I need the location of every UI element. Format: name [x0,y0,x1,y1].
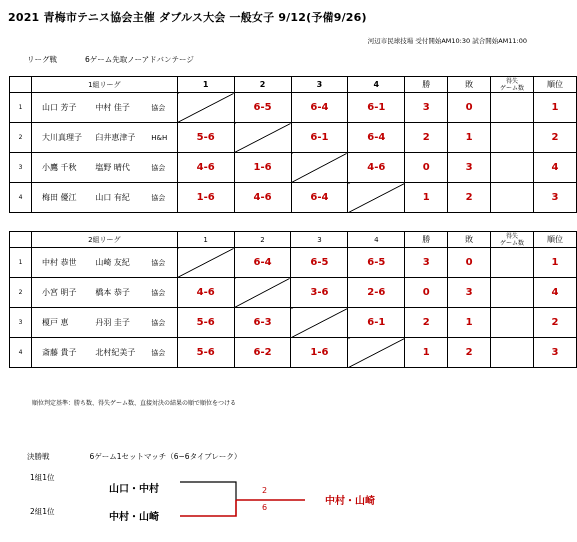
match-score: 6-4 [291,93,348,123]
row-number: 3 [10,153,32,183]
match-score: 6-1 [348,93,405,123]
player-1-name: 斎藤 貴子 [31,338,89,368]
bracket-line-1 [180,482,236,500]
final-score-2: 6 [262,503,268,512]
venue-info: 河辺市民球技場 受付開始AM10:30 試合開始AM11:00 [367,37,527,45]
club-name: 協会 [147,278,177,308]
opponent-column-header: 4 [348,232,405,248]
wins-count: 2 [405,123,448,153]
game-diff-header-line1: 得失 [506,232,519,240]
match-score: 6-4 [234,248,291,278]
bracket-line-2 [180,500,236,516]
loss-header: 敗 [448,232,491,248]
wins-count: 1 [405,338,448,368]
player-2-name: 橋本 恭子 [89,278,147,308]
match-score: 4-6 [177,278,234,308]
opponent-column-header: 2 [234,77,291,93]
match-score: 1-6 [291,338,348,368]
row-number: 4 [10,338,32,368]
match-score: 6-1 [291,123,348,153]
match-score: 3-6 [291,278,348,308]
player-2-name: 山口 有紀 [89,183,147,213]
opponent-column-header: 4 [348,77,405,93]
wins-count: 1 [405,183,448,213]
player-2-name: 臼井恵津子 [89,123,147,153]
format-label: リーグ戦 [27,55,57,64]
row-number: 2 [10,278,32,308]
game-diff-header-line2: ゲーム数 [500,239,525,247]
match-score: 5-6 [177,308,234,338]
seed-2-label: 2組1位 [30,507,55,516]
league-name: 1組リーグ [31,77,177,93]
format-text: 6ゲーム先取ノーアドバンテージ [85,55,194,64]
game-diff-header-line2: ゲーム数 [500,84,525,92]
page-title: 2021 青梅市テニス協会主催 ダブルス大会 一般女子 9/12(予備9/26) [8,11,367,24]
match-score: 4-6 [234,183,291,213]
player-1-name: 小鷹 千秋 [31,153,89,183]
player-1-name: 小宮 明子 [31,278,89,308]
league-name: 2組リーグ [31,232,177,248]
loss-header: 敗 [448,77,491,93]
match-score: 6-5 [348,248,405,278]
wins-count: 3 [405,93,448,123]
club-name: 協会 [147,248,177,278]
rank-value: 1 [534,248,577,278]
club-name: 協会 [147,308,177,338]
match-score: 6-3 [234,308,291,338]
match-score: 6-4 [348,123,405,153]
opponent-column-header: 2 [234,232,291,248]
match-score: 1-6 [177,183,234,213]
match-score: 5-6 [177,338,234,368]
club-name: 協会 [147,183,177,213]
rank-header: 順位 [534,232,577,248]
final-score-1: 2 [262,486,268,495]
match-score: 6-4 [291,183,348,213]
losses-count: 1 [448,123,491,153]
rank-value: 3 [534,338,577,368]
row-number: 2 [10,123,32,153]
ranking-rule: 順位判定基準：勝ち数、得失ゲーム数、直接対決の結果の順で順位をつける [32,400,237,407]
player-1-name: 梅田 優江 [31,183,89,213]
row-number: 1 [10,93,32,123]
player-2-name: 丹羽 圭子 [89,308,147,338]
row-number: 3 [10,308,32,338]
losses-count: 3 [448,153,491,183]
player-2-name: 中村 佳子 [89,93,147,123]
seed-1-label: 1組1位 [30,473,55,482]
match-score: 6-2 [234,338,291,368]
rank-value: 1 [534,93,577,123]
match-score: 6-5 [291,248,348,278]
win-header: 勝 [405,232,448,248]
final-team-2: 中村・山崎 [109,512,159,523]
player-1-name: 榎戸 恵 [31,308,89,338]
opponent-column-header: 3 [291,77,348,93]
player-1-name: 大川真理子 [31,123,89,153]
losses-count: 1 [448,308,491,338]
match-score: 2-6 [348,278,405,308]
rank-value: 4 [534,153,577,183]
wins-count: 2 [405,308,448,338]
opponent-column-header: 3 [291,232,348,248]
row-number: 4 [10,183,32,213]
final-label: 決勝戦 [27,452,50,461]
match-score: 1-6 [234,153,291,183]
player-2-name: 山崎 友紀 [89,248,147,278]
row-number: 1 [10,248,32,278]
match-score: 4-6 [348,153,405,183]
rank-value: 2 [534,308,577,338]
wins-count: 0 [405,153,448,183]
match-score: 4-6 [177,153,234,183]
losses-count: 2 [448,338,491,368]
match-score: 6-1 [348,308,405,338]
match-score: 5-6 [177,123,234,153]
wins-count: 3 [405,248,448,278]
wins-count: 0 [405,278,448,308]
rank-value: 4 [534,278,577,308]
club-name: 協会 [147,338,177,368]
final-winner: 中村・山崎 [325,496,375,507]
match-score: 6-5 [234,93,291,123]
losses-count: 0 [448,93,491,123]
player-2-name: 北村紀美子 [89,338,147,368]
final-format: 6ゲーム1セットマッチ（6−6タイブレーク） [89,452,242,461]
game-diff-header-line1: 得失 [506,77,519,85]
club-name: 協会 [147,153,177,183]
win-header: 勝 [405,77,448,93]
losses-count: 2 [448,183,491,213]
losses-count: 3 [448,278,491,308]
opponent-column-header: 1 [177,77,234,93]
player-1-name: 中村 恭世 [31,248,89,278]
rank-value: 2 [534,123,577,153]
club-name: 協会 [147,93,177,123]
rank-value: 3 [534,183,577,213]
rank-header: 順位 [534,77,577,93]
player-2-name: 塩野 晴代 [89,153,147,183]
final-team-1: 山口・中村 [109,484,159,495]
losses-count: 0 [448,248,491,278]
opponent-column-header: 1 [177,232,234,248]
player-1-name: 山口 芳子 [31,93,89,123]
club-name: H&H [147,123,177,153]
